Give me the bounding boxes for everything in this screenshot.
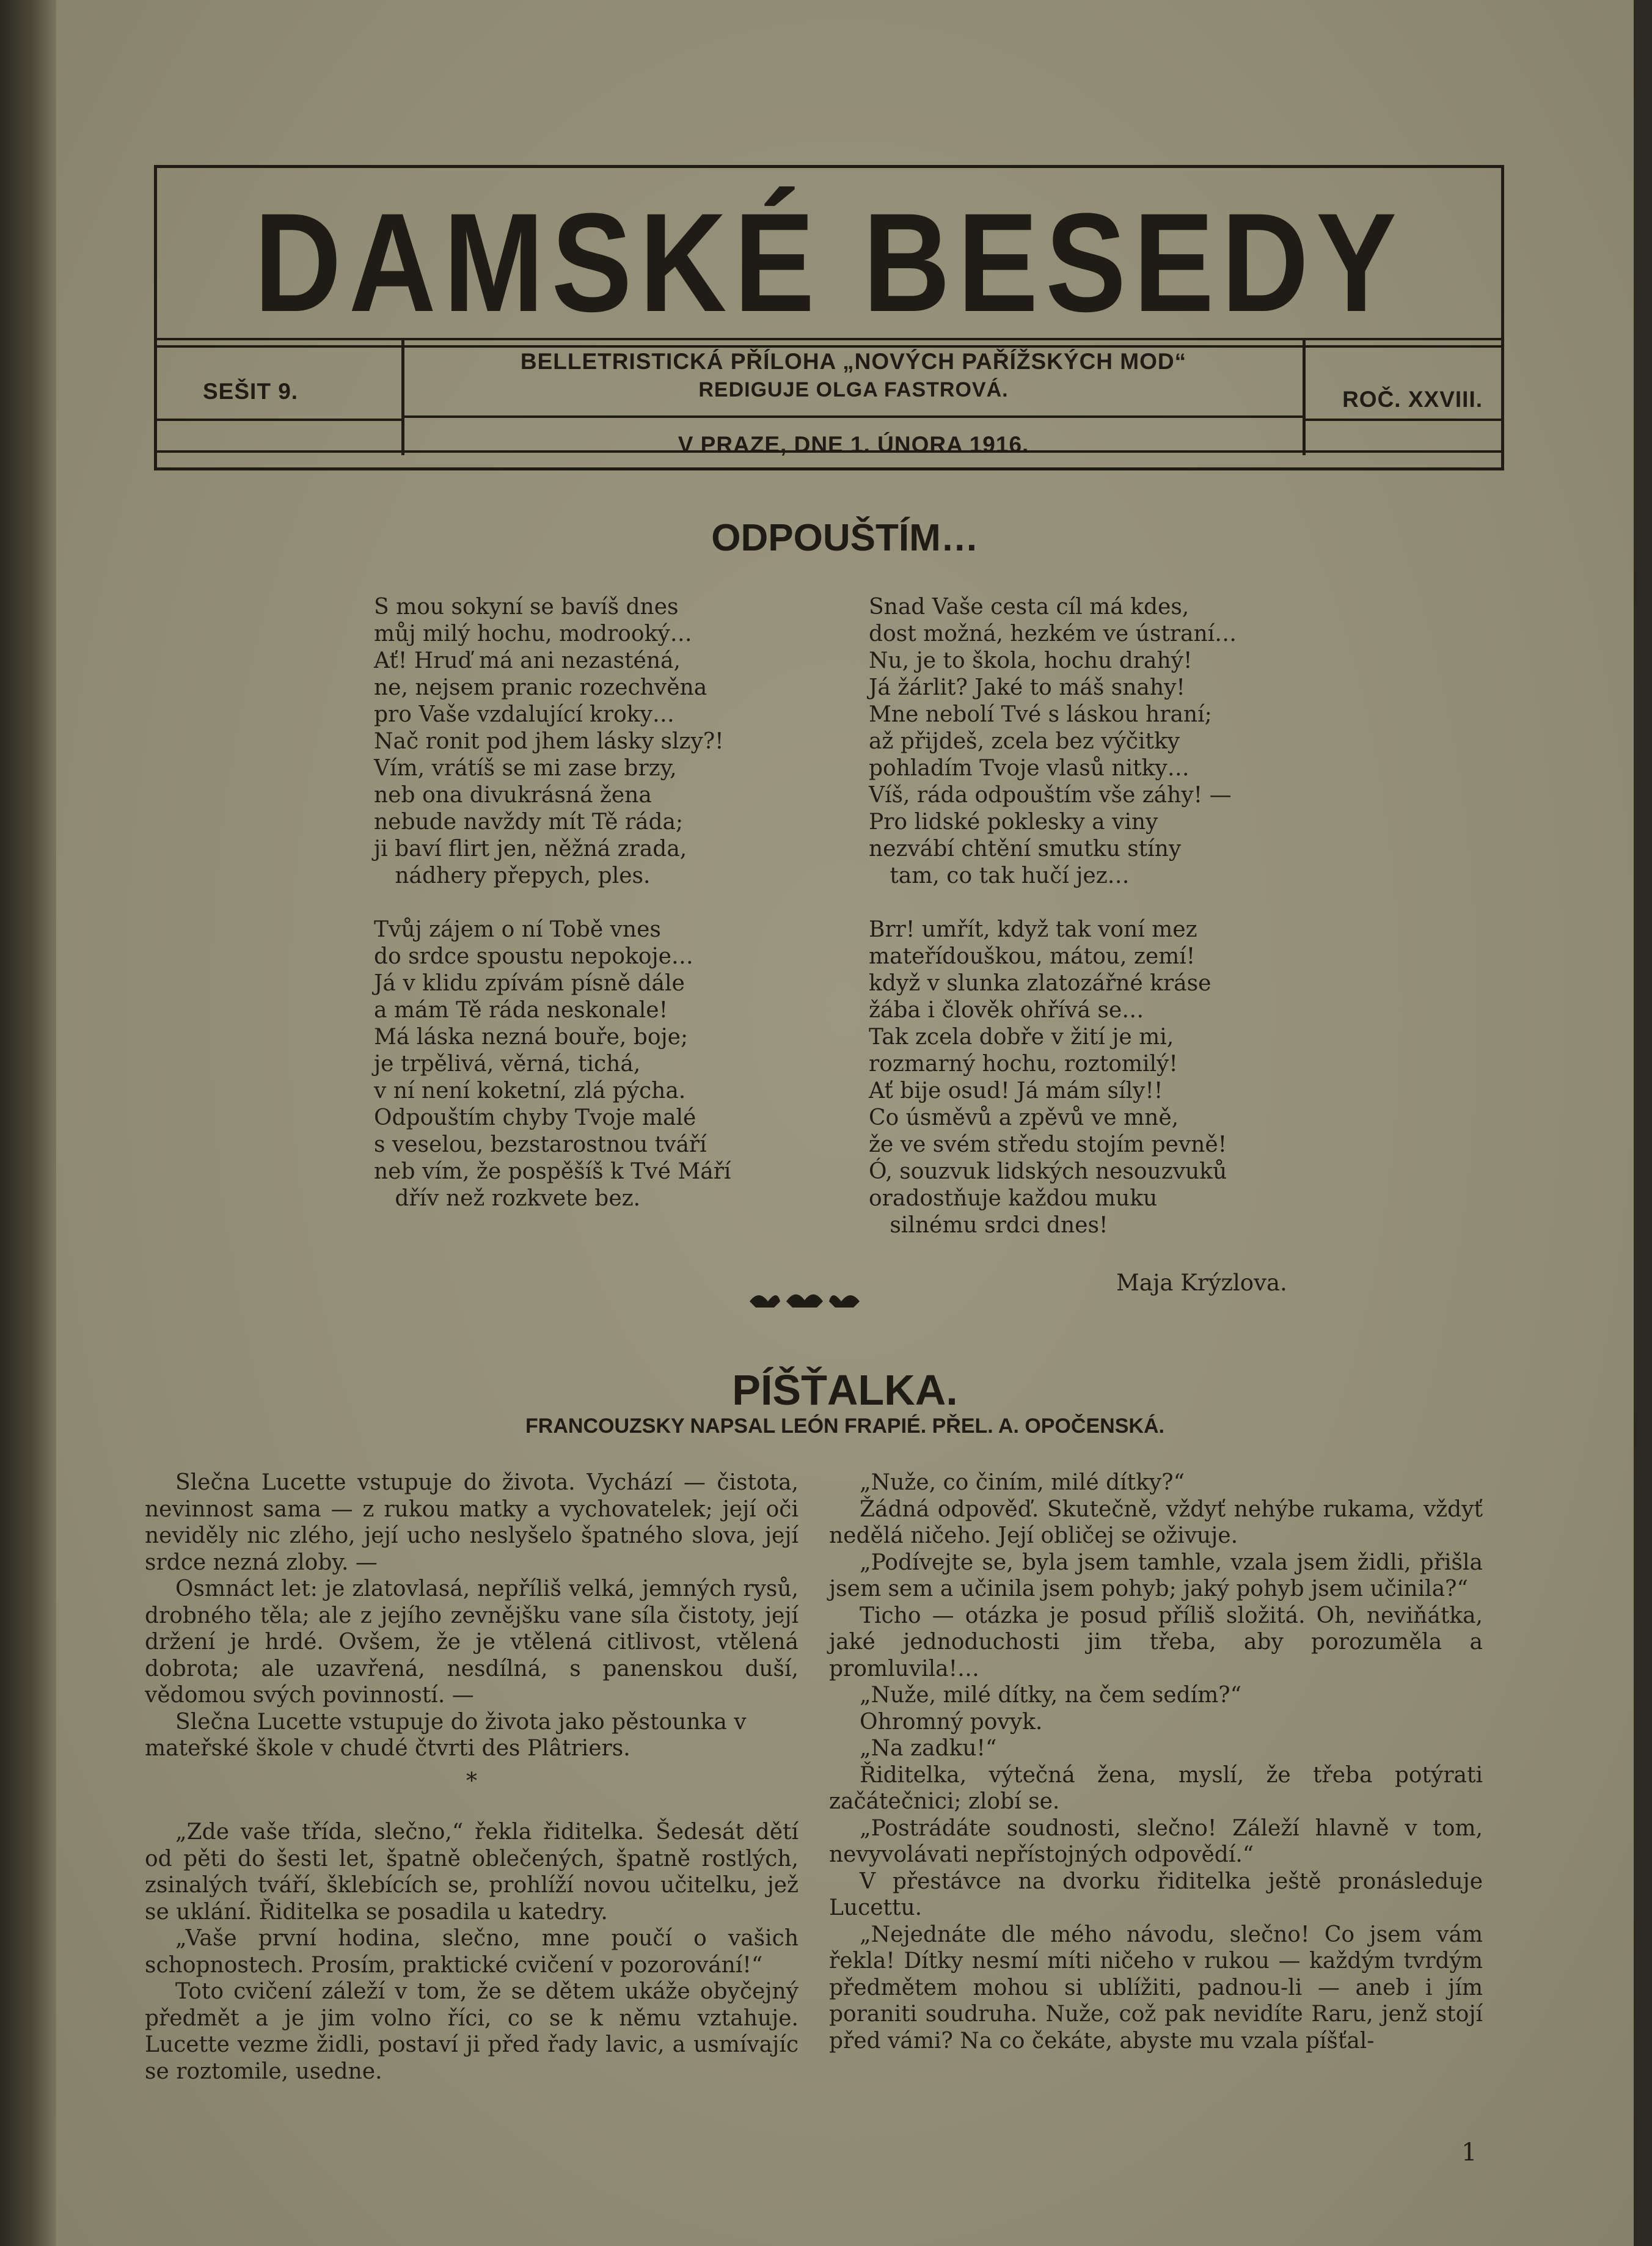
poem-line: ne, nejsem pranic rozechvěna — [374, 675, 707, 700]
poem-line: Má láska nezná bouře, boje; — [374, 1025, 689, 1050]
paragraph: Řiditelka, výtečná žena, myslí, že třeba potýrati začátečnici; zlobí se. — [829, 1762, 1483, 1814]
poem-line: rozmarný hochu, roztomilý! — [869, 1052, 1178, 1077]
poem-line: mateřídouškou, mátou, zemí! — [869, 944, 1196, 969]
poem-line: tam, co tak hučí jez… — [869, 863, 1130, 888]
poem-line: pro Vaše vzdalující kroky… — [374, 702, 674, 727]
poem-line: nezvábí chtění smutku stíny — [869, 836, 1182, 861]
poem-line: Víš, ráda odpouštím vše záhy! — — [869, 783, 1232, 808]
paragraph: „Podívejte se, byla jsem tamhle, vzala jsem židli, přišla jsem sem a učinila jsem pohyb; jaký pohyb jsem učinila?“ — [829, 1549, 1483, 1601]
page-number: 1 — [1461, 2138, 1477, 2167]
poem-line: Pro lidské poklesky a viny — [869, 810, 1158, 835]
poem-line: Ó, souzvuk lidských nesouzvuků — [869, 1159, 1227, 1184]
paragraph: „Nejednáte dle mého návodu, slečno! Co jsem vám řekla! Dítky nesmí míti ničeho v rukou — každým tvrdým předmětem mohou si ublížiti, padnou-li — aneb i jím poraniti soudruha. Nuže, což pak nevidíte Raru, jenž stojí před vámi? Na co čekáte, abyste mu vzala píšťal- — [829, 1922, 1483, 2054]
poem-line: můj milý hochu, modrooký… — [374, 621, 692, 646]
masthead — [154, 165, 1504, 470]
story-subtitle: FRANCOUZSKY NAPSAL LEÓN FRAPIÉ. PŘEL. A. OPOČENSKÁ. — [525, 1414, 1164, 1438]
paragraph: V přestávce na dvorku řiditelka ještě pronásleduje Lucettu. — [829, 1868, 1483, 1920]
paragraph: Slečna Lucette vstupuje do života jako pěstounka v mateřské škole v chudé čtvrti des Plâtriers. — [145, 1709, 747, 1761]
poem-line: Tvůj zájem o ní Tobě vnes — [374, 917, 661, 942]
ornament-icon — [744, 1283, 866, 1320]
poem-line: s veselou, bezstarostnou tváří — [374, 1132, 707, 1157]
masthead-rule — [401, 415, 1306, 418]
poem-line: nádhery přepych, ples. — [374, 863, 651, 888]
supplement-line: BELLETRISTICKÁ PŘÍLOHA „NOVÝCH PAŘÍŽSKÝCH MOD“ — [520, 349, 1187, 374]
editor-line: REDIGUJE OLGA FASTROVÁ. — [698, 378, 1009, 401]
section-separator: * — [466, 1768, 477, 1794]
issue-number: SEŠIT 9. — [203, 379, 299, 404]
paragraph: „Nuže, co činím, milé dítky?“ — [860, 1470, 1185, 1495]
paragraph: „Na zadku!“ — [860, 1736, 997, 1761]
poem-line: Mne nebolí Tvé s láskou hraní; — [869, 702, 1212, 727]
page-edge — [1634, 0, 1652, 2246]
paragraph: Slečna Lucette vstupuje do života. Vychází — čistota, nevinnost sama — z rukou matky a vychovatelek; její oči neviděly nic zlého, její ucho neslyšelo špatného slova, její srdce nezná zloby. — — [145, 1470, 799, 1575]
poem-line: nebude navždy mít Tě ráda; — [374, 810, 684, 835]
poem-line: neb ona divukrásná žena — [374, 783, 652, 808]
volume-number: ROČ. XXVIII. — [1342, 387, 1483, 412]
newspaper-page — [56, 0, 1634, 2246]
poem-line: Co úsměvů a zpěvů ve mně, — [869, 1105, 1179, 1130]
masthead-rule — [157, 419, 401, 421]
story-column-right — [829, 1469, 1483, 2054]
poem-line: Já žárlit? Jaké to máš snahy! — [869, 675, 1185, 700]
story-title: PÍŠŤALKA. — [732, 1366, 958, 1414]
masthead-rule — [1306, 419, 1501, 421]
poem-line: Odpouštím chyby Tvoje malé — [374, 1105, 696, 1130]
paragraph: Ohromný povyk. — [860, 1709, 1043, 1735]
poem-line: S mou sokyní se bavíš dnes — [374, 594, 679, 620]
poem-line: Nu, je to škola, hochu drahý! — [869, 648, 1193, 673]
poem-line: silnému srdci dnes! — [869, 1213, 1108, 1238]
date-line: V PRAZE, DNE 1. ÚNORA 1916. — [678, 432, 1029, 457]
poem-column-right — [869, 594, 1237, 1239]
poem-line: Tak zcela dobře v žití je mi, — [869, 1025, 1174, 1050]
poem-line: dřív než rozkvete bez. — [374, 1186, 641, 1211]
poem-author: Maja Krýzlova. — [1116, 1270, 1287, 1296]
poem-stanza — [869, 594, 1237, 890]
poem-line: v ní není koketní, zlá pýcha. — [374, 1078, 686, 1103]
poem-column-left — [374, 594, 731, 1212]
poem-line: Ať bije osud! Já mám síly!! — [869, 1078, 1163, 1103]
poem-line: Nač ronit pod jhem lásky slzy?! — [374, 729, 724, 754]
poem-line: až přijdeš, zcela bez výčitky — [869, 729, 1180, 754]
poem-line: žába i člověk ohřívá se… — [869, 998, 1144, 1023]
poem-title: ODPOUŠTÍM… — [711, 517, 979, 559]
poem-line: Vím, vrátíš se mi zase brzy, — [374, 756, 677, 781]
poem-line: Já v klidu zpívám písně dále — [374, 971, 685, 996]
paragraph: Osmnáct let: je zlatovlasá, nepříliš velká, jemných rysů, drobného těla; ale z jejího zevnějšku vane síla čistoty, její držení je hrdé. Ovšem, že je vtělená citlivost, vtělená dobrota; ale uzavřená, nesdílná, s panenskou duší, vědomou svých povinností. — — [145, 1576, 799, 1708]
poem-stanza — [869, 916, 1237, 1239]
book-binding — [0, 0, 56, 2246]
poem-line: a mám Tě ráda neskonale! — [374, 998, 668, 1023]
paragraph: „Nuže, milé dítky, na čem sedím?“ — [860, 1683, 1242, 1708]
poem-line: dost možná, hezkém ve ústraní… — [869, 621, 1237, 646]
poem-line: Snad Vaše cesta cíl má kdes, — [869, 594, 1190, 620]
poem-line: oradostňuje každou muku — [869, 1186, 1158, 1211]
story-column-left — [145, 1469, 799, 2085]
poem-stanza — [374, 594, 731, 890]
poem-line: je trpělivá, věrná, tichá, — [374, 1052, 641, 1077]
poem-line: ji baví flirt jen, něžná zrada, — [374, 836, 687, 861]
paragraph: Toto cvičení záleží v tom, že se dětem ukáže obyčejný předmět a je jim volno říci, co se k němu vztahuje. Lucette vezme židli, postaví ji před řady lavic, a usmívajíc se roztomile, usedne. — [145, 1979, 799, 2084]
poem-line: že ve svém středu stojím pevně! — [869, 1132, 1227, 1157]
poem-line: neb vím, že pospěšíš k Tvé Máří — [374, 1159, 731, 1184]
masthead-title: DAMSKÉ BESEDY — [254, 184, 1405, 341]
poem-line: Ať! Hruď má ani nezasténá, — [374, 648, 681, 673]
paragraph: „Postrádáte soudnosti, slečno! Záleží hlavně v tom, nevyvolávati nepřístojných odpovědí.“ — [829, 1815, 1483, 1867]
paragraph: Ticho — otázka je posud příliš složitá. Oh, neviňátka, jaké jednoduchosti jim třeba, aby porozuměla a promluvila!… — [829, 1603, 1483, 1681]
poem-line: pohladím Tvoje vlasů nitky… — [869, 756, 1190, 781]
poem-stanza — [374, 916, 731, 1212]
poem-line: Brr! umřít, když tak voní mez — [869, 917, 1197, 942]
paragraph: „Vaše první hodina, slečno, mne poučí o vašich schopnostech. Prosím, praktické cvičení v pozorování!“ — [145, 1926, 799, 1978]
paragraph: Žádná odpověď. Skutečně, vždyť nehýbe rukama, vždyť nedělá ničeho. Její obličej se oživuje. — [829, 1496, 1483, 1548]
paragraph: „Zde vaše třída, slečno,“ řekla řiditelka. Šedesát dětí od pěti do šesti let, špatně oblečených, špatně rostlých, zsinalých tváří, šklebících se, prohlíží novou učitelku, jež se uklání. Řiditelka se posadila u katedry. — [145, 1820, 799, 1925]
poem-line: když v slunka zlatozářné kráse — [869, 971, 1212, 996]
poem-line: do srdce spoustu nepokoje… — [374, 944, 693, 969]
